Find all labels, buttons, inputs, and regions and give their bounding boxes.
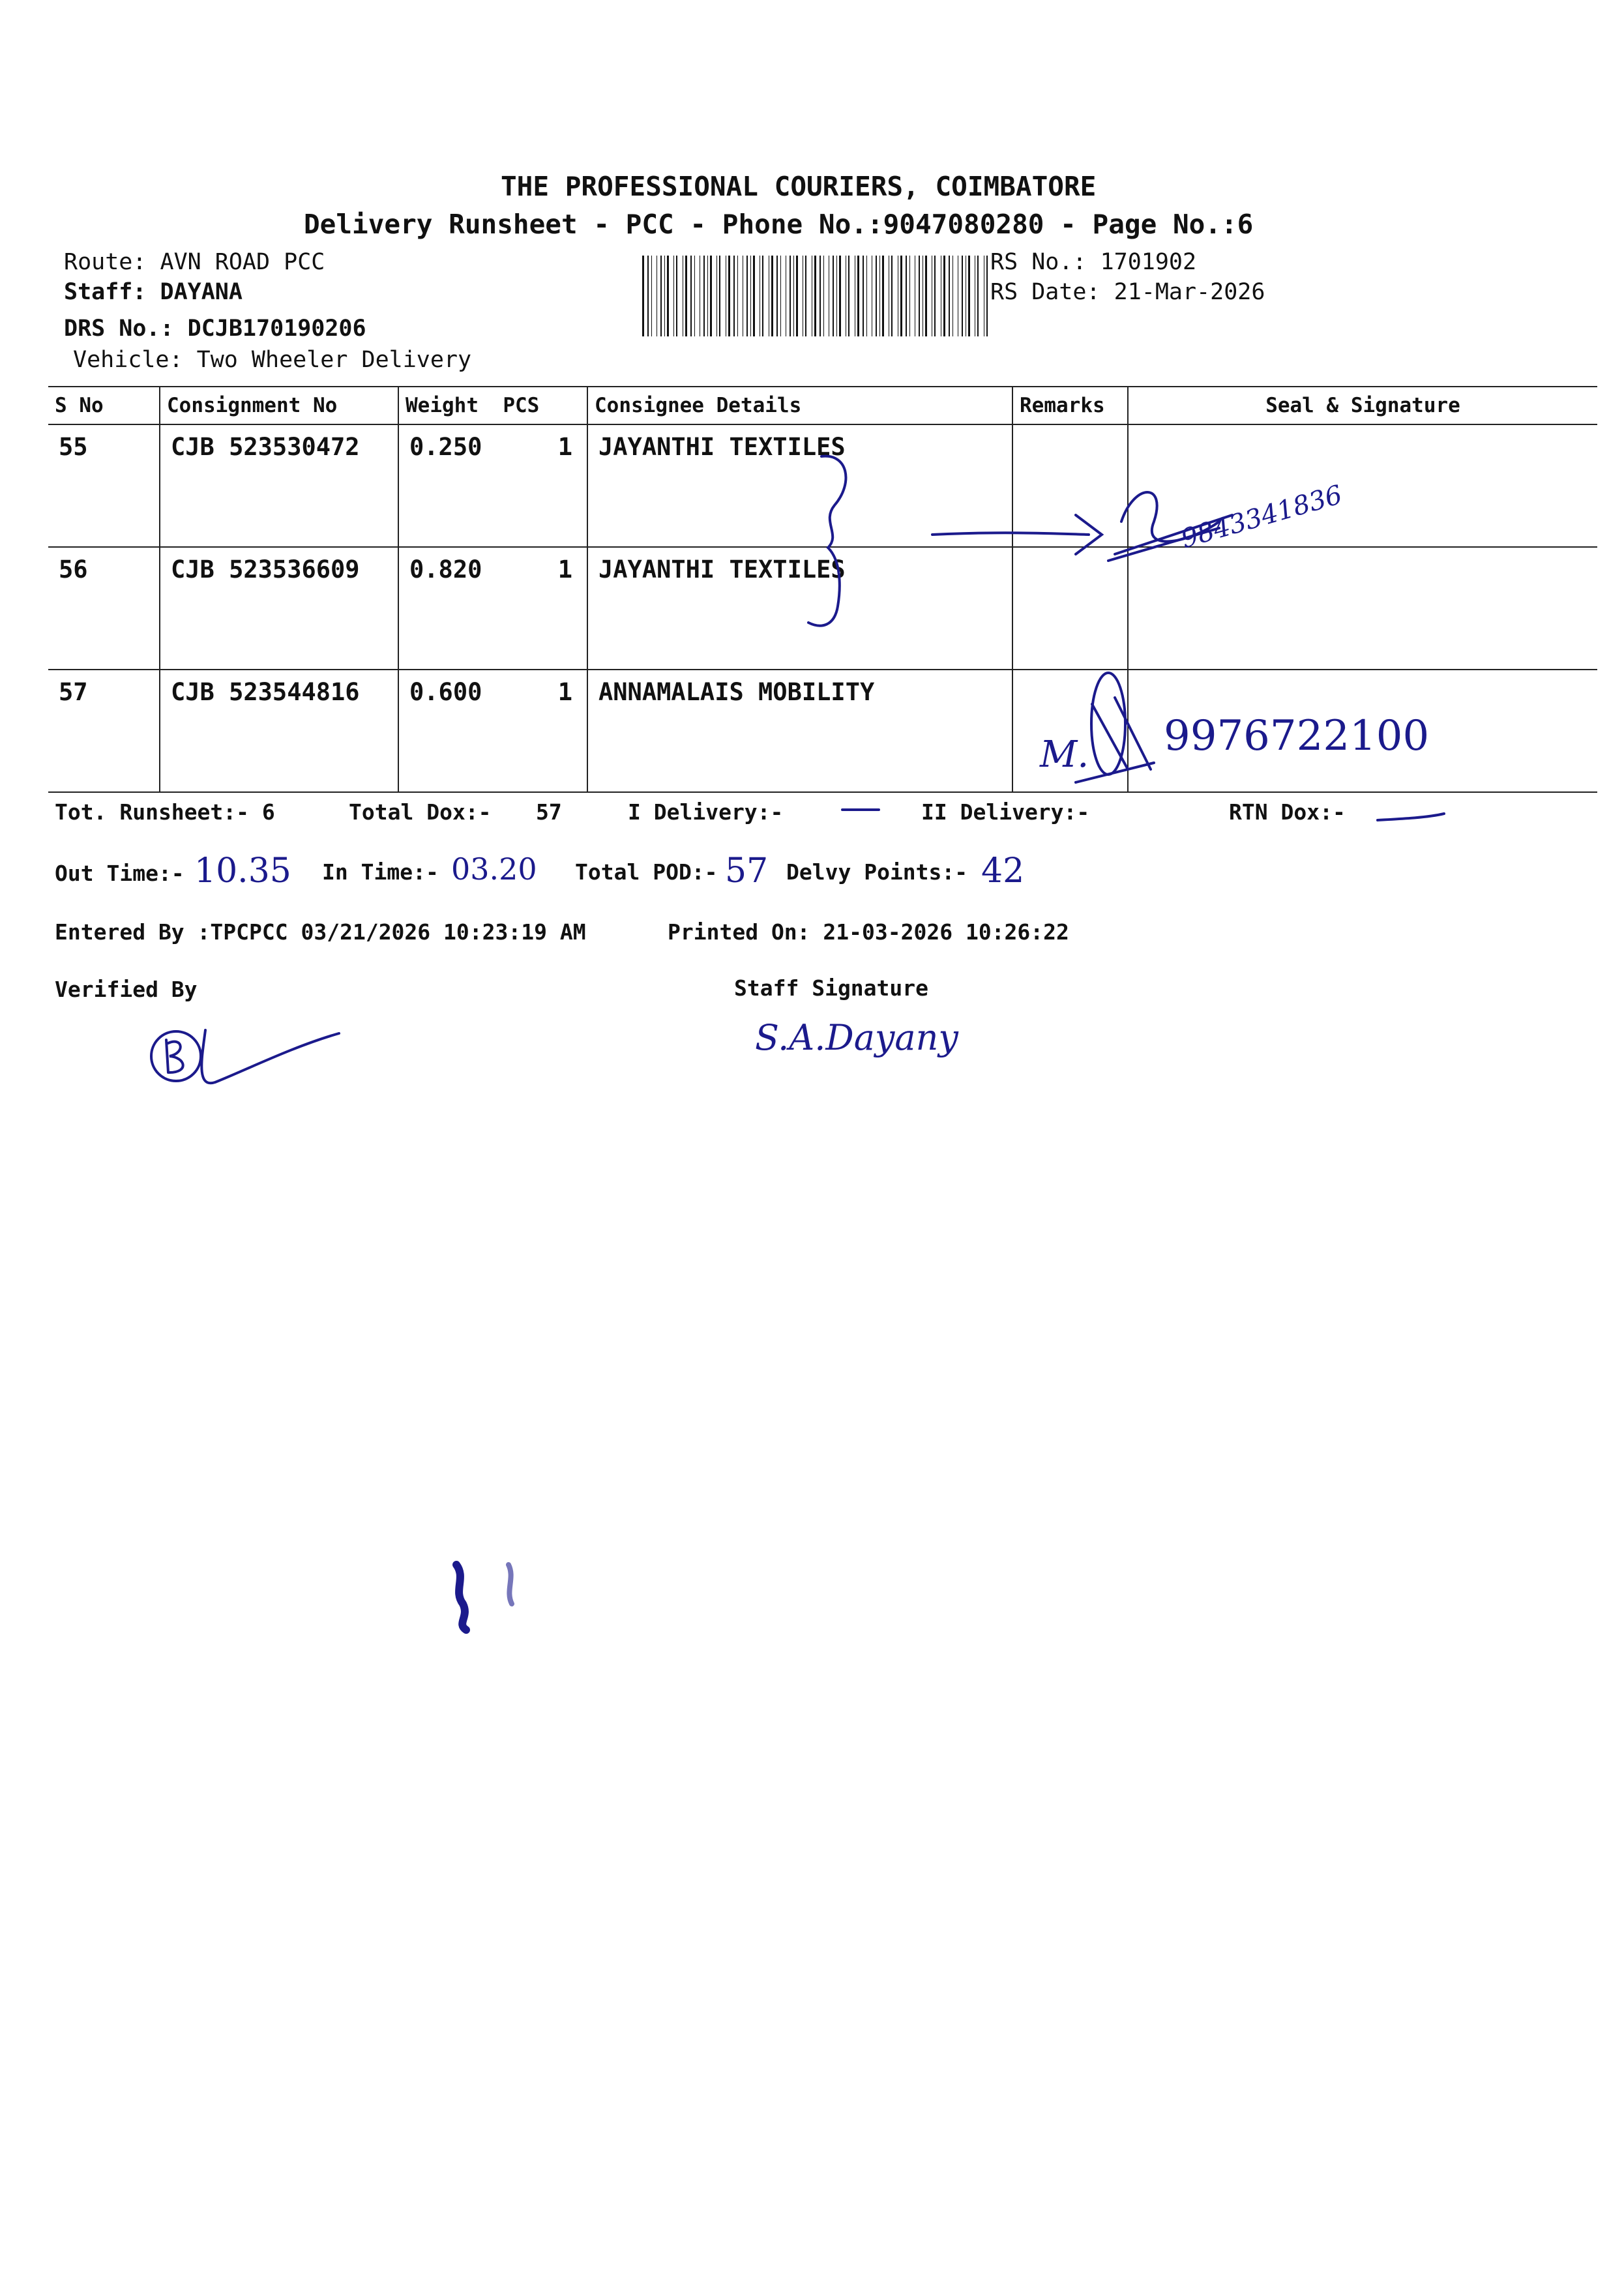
barcode-bar xyxy=(934,256,936,336)
barcode-bar xyxy=(823,256,824,336)
barcode-bar xyxy=(962,256,963,336)
vehicle-label: Vehicle: Two Wheeler Delivery xyxy=(73,347,472,373)
barcode-bar xyxy=(968,256,970,336)
barcode-bar xyxy=(949,256,950,336)
row-sno: 56 xyxy=(48,547,160,670)
barcode-image xyxy=(642,256,988,336)
rtn-dox-dash xyxy=(1376,806,1447,825)
col-consignment-header: Consignment No xyxy=(160,387,398,424)
barcode-bar xyxy=(790,256,791,336)
barcode-bar xyxy=(814,256,816,336)
barcode-bar xyxy=(839,256,841,336)
barcode-bar xyxy=(664,256,665,336)
in-time-value: 03.20 xyxy=(451,851,537,887)
barcode-bar xyxy=(703,256,705,336)
document-subtitle: Delivery Runsheet - PCC - Phone No.:9047080280 - Page No.:6 xyxy=(304,209,1254,240)
barcode-bar xyxy=(716,256,717,336)
verifier-signature xyxy=(143,1017,352,1102)
staff-signature-image: S.A.Dayany xyxy=(755,1017,958,1058)
table-header-row xyxy=(48,387,1597,424)
out-time-value: 10.35 xyxy=(194,851,291,891)
col-remarks-header: Remarks xyxy=(1012,387,1128,424)
row-weight: 0.820 xyxy=(409,555,482,584)
verified-by-label: Verified By xyxy=(55,977,198,1002)
barcode-bar xyxy=(866,256,867,336)
handwritten-initial-row3: M. xyxy=(1040,733,1089,776)
barcode-bar xyxy=(707,256,708,336)
barcode-bar xyxy=(793,256,794,336)
row-sno: 55 xyxy=(48,424,160,547)
barcode-bar xyxy=(762,256,763,336)
total-dox-value: 57 xyxy=(536,799,562,825)
barcode-bar xyxy=(919,256,920,336)
barcode-bar xyxy=(836,256,837,336)
delivery-bracket-signature xyxy=(802,443,1480,652)
row-consignment: CJB 523544816 xyxy=(160,670,398,792)
row-weight: 0.250 xyxy=(409,433,482,461)
barcode-bar xyxy=(647,256,649,336)
barcode-bar xyxy=(833,256,834,336)
route-label: Route: AVN ROAD PCC xyxy=(64,249,325,275)
ii-delivery-label: II Delivery:- xyxy=(921,799,1090,825)
rtn-dox-label: RTN Dox:- xyxy=(1229,799,1346,825)
barcode-bar xyxy=(879,256,880,336)
drs-number: DRS No.: DCJB170190206 xyxy=(64,316,366,342)
row-consignee: JAYANTHI TEXTILES xyxy=(587,424,1012,547)
row-pcs: 1 xyxy=(557,555,572,584)
barcode-bar xyxy=(694,256,695,336)
entered-by: Entered By :TPCPCC 03/21/2026 10:23:19 AM xyxy=(55,919,586,945)
barcode-bar xyxy=(710,256,712,336)
col-weight-header: Weight xyxy=(406,394,479,417)
col-seal-header: Seal & Signature xyxy=(1128,387,1597,424)
barcode-bar xyxy=(642,256,644,336)
handwritten-phone-row3: 9976722100 xyxy=(1164,712,1430,760)
barcode-bar xyxy=(737,256,738,336)
barcode-bar xyxy=(685,256,687,336)
barcode-bar xyxy=(780,256,781,336)
staff-label: Staff: DAYANA xyxy=(64,279,243,305)
row-pcs: 1 xyxy=(557,678,572,706)
row-consignee: JAYANTHI TEXTILES xyxy=(587,547,1012,670)
total-pod-value: 57 xyxy=(725,851,769,891)
row-pcs: 1 xyxy=(557,433,572,461)
barcode-bar xyxy=(728,256,730,336)
barcode-bar xyxy=(776,256,778,336)
row-weight-pcs xyxy=(398,547,587,670)
barcode-bar xyxy=(660,256,662,336)
barcode-bar xyxy=(952,256,953,336)
barcode-bar xyxy=(857,256,859,336)
company-name: THE PROFESSIONAL COURIERS, COIMBATORE xyxy=(501,171,1097,202)
barcode-bar xyxy=(690,256,692,336)
row-consignee: ANNAMALAIS MOBILITY xyxy=(587,670,1012,792)
printed-on: Printed On: 21-03-2026 10:26:22 xyxy=(668,919,1069,945)
col-weight-pcs-header xyxy=(398,387,587,424)
barcode-bar xyxy=(977,256,979,336)
barcode-bar xyxy=(909,256,910,336)
delvy-points-value: 42 xyxy=(981,851,1025,891)
rs-date: RS Date: 21-Mar-2026 xyxy=(990,279,1265,305)
out-time-label: Out Time:- xyxy=(55,861,185,886)
barcode-bar xyxy=(876,256,877,336)
row-weight-pcs xyxy=(398,424,587,547)
handwritten-phone-row1: 9843341836 xyxy=(1177,479,1346,555)
barcode-bar xyxy=(986,256,988,336)
barcode-bar xyxy=(753,256,755,336)
ink-smudge xyxy=(430,1552,548,1643)
row-weight: 0.600 xyxy=(409,678,482,706)
barcode-bar xyxy=(733,256,735,336)
barcode-bar xyxy=(673,256,674,336)
barcode-bar xyxy=(719,256,720,336)
rs-number: RS No.: 1701902 xyxy=(990,249,1197,275)
barcode-bar xyxy=(906,256,907,336)
i-delivery-label: I Delivery:- xyxy=(628,799,784,825)
barcode-bar xyxy=(900,256,902,336)
in-time-label: In Time:- xyxy=(322,859,439,885)
staff-signature-label: Staff Signature xyxy=(734,975,929,1001)
barcode-bar xyxy=(943,256,945,336)
barcode-bar xyxy=(848,256,849,336)
total-pod-label: Total POD:- xyxy=(575,859,718,885)
barcode-bar xyxy=(750,256,751,336)
barcode-bar xyxy=(863,256,864,336)
barcode-bar xyxy=(651,256,652,336)
barcode-bar xyxy=(891,256,893,336)
delvy-points-label: Delvy Points:- xyxy=(786,859,968,885)
row-weight-pcs xyxy=(398,670,587,792)
barcode-bar xyxy=(796,256,798,336)
col-consignee-header: Consignee Details xyxy=(587,387,1012,424)
barcode-bar xyxy=(771,256,773,336)
col-sno-header: S No xyxy=(48,387,160,424)
barcode-bar xyxy=(805,256,806,336)
barcode-bar xyxy=(925,256,927,336)
barcode-bar xyxy=(746,256,748,336)
i-delivery-dash xyxy=(841,803,880,816)
row-consignment: CJB 523536609 xyxy=(160,547,398,670)
total-dox-label: Total Dox:- xyxy=(349,799,492,825)
barcode-bar xyxy=(676,256,677,336)
row-sno: 57 xyxy=(48,670,160,792)
barcode-bar xyxy=(667,256,669,336)
total-runsheet: Tot. Runsheet:- 6 xyxy=(55,799,275,825)
barcode-bar xyxy=(882,256,884,336)
row-consignment: CJB 523530472 xyxy=(160,424,398,547)
barcode-bar xyxy=(819,256,821,336)
col-pcs-header: PCS xyxy=(503,394,540,417)
